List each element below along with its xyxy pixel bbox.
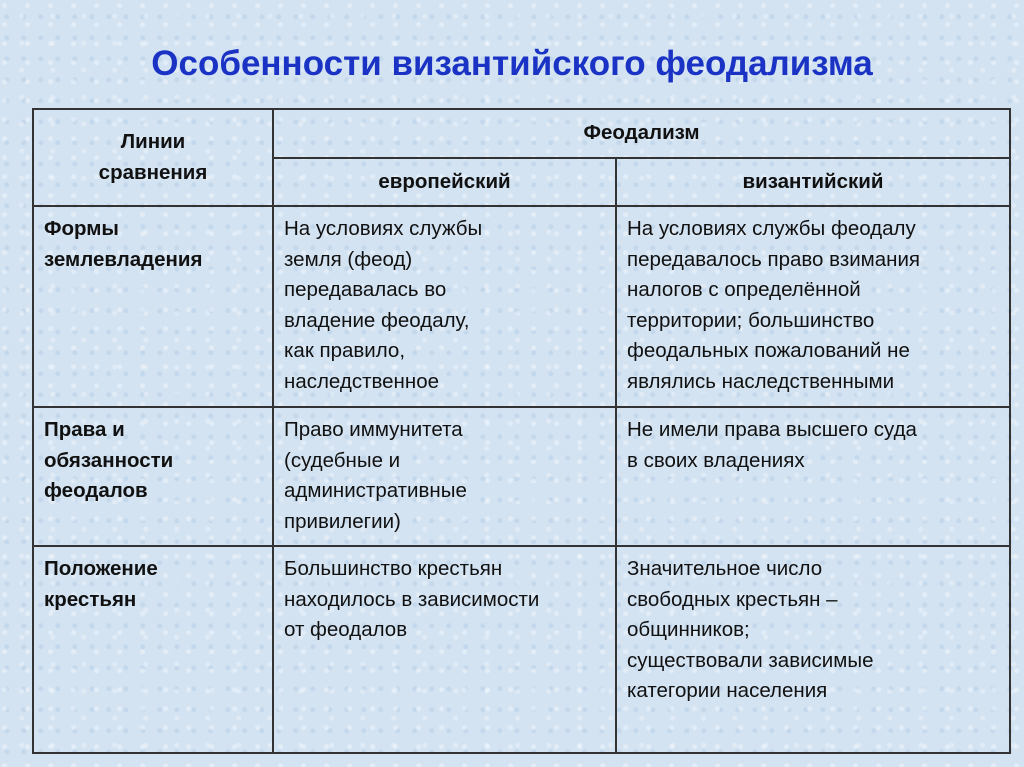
table-row xyxy=(33,407,1010,546)
cell-european: Право иммунитета (судебные и административные привилегии) xyxy=(273,407,616,546)
table-row xyxy=(33,206,1010,407)
cell-european: Большинство крестьян находилось в зависимости от феодалов xyxy=(273,546,616,753)
table-row xyxy=(33,546,1010,753)
page-title: Особенности византийского феодализма xyxy=(151,44,873,83)
header-feudalism: Феодализм xyxy=(273,109,1010,158)
comparison-table xyxy=(32,108,1011,754)
cell-byzantine: Не имели права высшего суда в своих владениях xyxy=(616,407,1010,546)
row-label: Положение крестьян xyxy=(33,546,273,753)
header-comparison: Линии сравнения xyxy=(33,109,273,206)
cell-byzantine: Значительное число свободных крестьян – общинников; существовали зависимые категории населения xyxy=(616,546,1010,753)
header-byzantine: византийский xyxy=(616,158,1010,206)
cell-byzantine: На условиях службы феодалу передавалось право взимания налогов с определённой территории; большинство феодальных пожалований не являлись наследственными xyxy=(616,206,1010,407)
header-european: европейский xyxy=(273,158,616,206)
cell-european: На условиях службы земля (феод) передавалась во владение феодалу, как правило, наследственное xyxy=(273,206,616,407)
row-label: Права и обязанности феодалов xyxy=(33,407,273,546)
row-label: Формы землевладения xyxy=(33,206,273,407)
